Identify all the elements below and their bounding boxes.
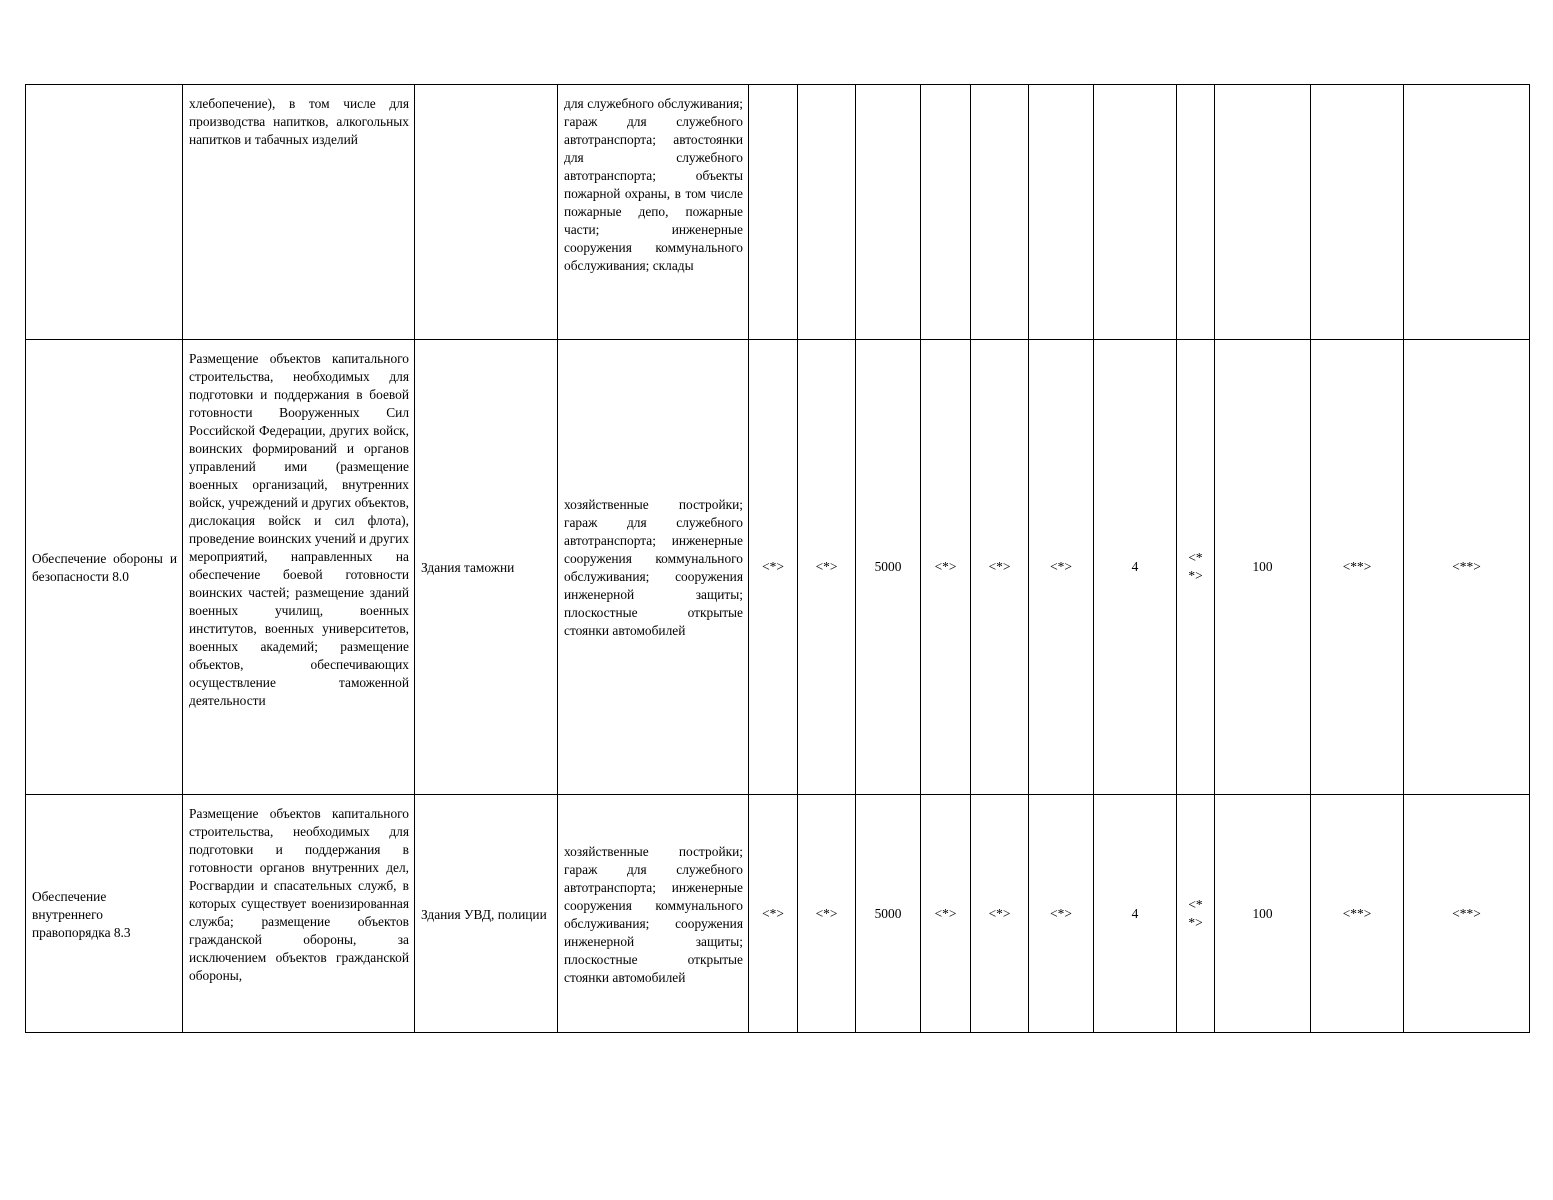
value-cell: [1215, 85, 1311, 340]
value-cell: [749, 85, 798, 340]
value-cell: <*>: [1029, 340, 1094, 795]
value-cell: 5000: [856, 795, 921, 1033]
auxiliary-use-cell: хозяйственные постройки; гараж для служебного автотранспорта; инженерные сооружения коммунального обслуживания; сооружения инженерной защиты; плоскостные открытые стоянки автомобилей: [558, 795, 749, 1033]
value-cell: [1029, 85, 1094, 340]
use-name-cell: Обеспечение обороны и безопасности 8.0: [26, 340, 183, 795]
auxiliary-use-cell: хозяйственные постройки; гараж для служебного автотранспорта; инженерные сооружения коммунального обслуживания; сооружения инженерной защиты; плоскостные открытые стоянки автомобилей: [558, 340, 749, 795]
value-cell: 5000: [856, 340, 921, 795]
buildings-cell: Здания таможни: [415, 340, 558, 795]
value-cell: <*>: [921, 795, 971, 1033]
value-cell: <**>: [1177, 340, 1215, 795]
value-cell: <*>: [749, 340, 798, 795]
value-cell: <*>: [971, 340, 1029, 795]
value-cell: [1311, 85, 1404, 340]
value-cell: [921, 85, 971, 340]
value-cell: 4: [1094, 340, 1177, 795]
value-cell: <*>: [798, 795, 856, 1033]
value-cell: [1094, 85, 1177, 340]
use-description-cell: хлебопечение), в том числе для производства напитков, алкогольных напитков и табачных изделий: [183, 85, 415, 340]
auxiliary-use-cell: для служебного обслуживания; гараж для служебного автотранспорта; автостоянки для служебного автотранспорта; объекты пожарной охраны, в том числе пожарные депо, пожарные части; инженерные сооружения коммунального обслуживания; склады: [558, 85, 749, 340]
table-row: [26, 795, 1530, 1033]
buildings-cell: [415, 85, 558, 340]
buildings-cell: Здания УВД, полиции: [415, 795, 558, 1033]
value-cell: [971, 85, 1029, 340]
value-cell: <*>: [1029, 795, 1094, 1033]
value-cell: <**>: [1177, 795, 1215, 1033]
value-cell: <*>: [971, 795, 1029, 1033]
value-cell: <**>: [1404, 340, 1530, 795]
table-row: [26, 85, 1530, 340]
value-cell: [1177, 85, 1215, 340]
value-cell: <**>: [1404, 795, 1530, 1033]
table-row: [26, 340, 1530, 795]
land-use-table: [25, 84, 1530, 1033]
value-cell: [856, 85, 921, 340]
value-cell: <*>: [798, 340, 856, 795]
use-description-cell: Размещение объектов капитального строительства, необходимых для подготовки и поддержания в боевой готовности Вооруженных Сил Российской Федерации, других войск, воинских формирований и органов управлений ими (размещение военных организаций, внутренних войск, учреждений и других объектов, дислокация войск и сил флота), проведение воинских учений и других мероприятий, направленных на обеспечение боевой готовности воинских частей; размещение зданий военных училищ, военных институтов, военных университетов, военных академий; размещение объектов, обеспечивающих осуществление таможенной деятельности: [183, 340, 415, 795]
value-cell: <*>: [921, 340, 971, 795]
value-cell: [798, 85, 856, 340]
value-cell: 4: [1094, 795, 1177, 1033]
value-cell: [1404, 85, 1530, 340]
value-cell: <*>: [749, 795, 798, 1033]
use-name-cell: [26, 85, 183, 340]
value-cell: 100: [1215, 340, 1311, 795]
value-cell: <**>: [1311, 795, 1404, 1033]
value-cell: <**>: [1311, 340, 1404, 795]
value-cell: 100: [1215, 795, 1311, 1033]
use-description-cell: Размещение объектов капитального строительства, необходимых для подготовки и поддержания в готовности органов внутренних дел, Росгвардии и спасательных служб, в которых существует военизированная служба; размещение объектов гражданской обороны, за исключением объектов гражданской обороны,: [183, 795, 415, 1033]
use-name-cell: Обеспечение внутреннего правопорядка 8.3: [26, 795, 183, 1033]
